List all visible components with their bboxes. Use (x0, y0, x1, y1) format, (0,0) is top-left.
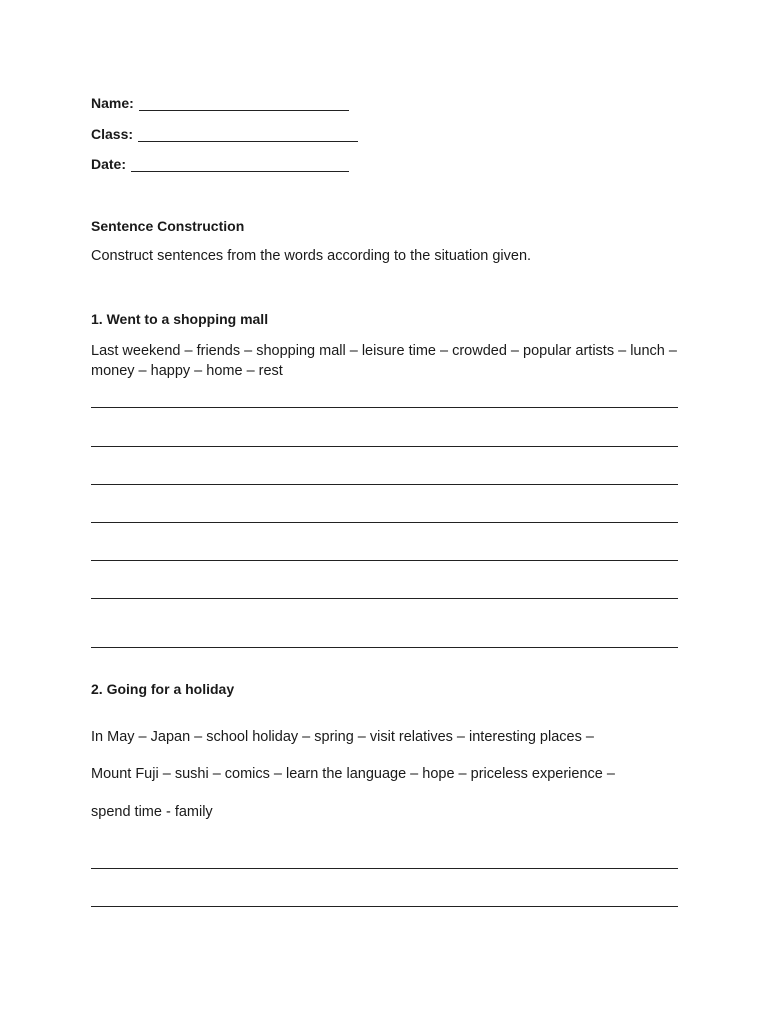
question-1-prompt: Last weekend – friends – shopping mall – leisure time – crowded – popular artists – lunch – money – happy – home – rest (91, 343, 677, 379)
class-field (91, 126, 358, 142)
class-label: Class: (91, 126, 134, 142)
answer-line[interactable] (91, 647, 678, 648)
name-field (91, 95, 349, 111)
date-field (91, 156, 349, 172)
class-blank-line[interactable] (138, 127, 358, 142)
date-blank-line[interactable] (131, 157, 349, 172)
question-2-heading: 2. Going for a holiday (91, 681, 235, 697)
answer-line[interactable] (91, 446, 678, 447)
question-1-heading: 1. Went to a shopping mall (91, 311, 269, 327)
name-label: Name: (91, 95, 134, 111)
answer-line[interactable] (91, 906, 678, 907)
answer-line[interactable] (91, 868, 678, 869)
answer-line[interactable] (91, 484, 678, 485)
answer-line[interactable] (91, 560, 678, 561)
answer-line[interactable] (91, 407, 678, 408)
answer-line[interactable] (91, 522, 678, 523)
question-2-prompt-line-3: spend time - family (91, 804, 213, 820)
question-2-prompt-line-1: In May – Japan – school holiday – spring – visit relatives – interesting places – (91, 729, 594, 745)
name-blank-line[interactable] (139, 96, 349, 111)
worksheet-title: Sentence Construction (91, 218, 245, 234)
answer-line[interactable] (91, 598, 678, 599)
date-label: Date: (91, 156, 127, 172)
question-2-prompt-line-2: Mount Fuji – sushi – comics – learn the language – hope – priceless experience – (91, 766, 615, 782)
worksheet-instructions: Construct sentences from the words according to the situation given. (91, 248, 532, 264)
